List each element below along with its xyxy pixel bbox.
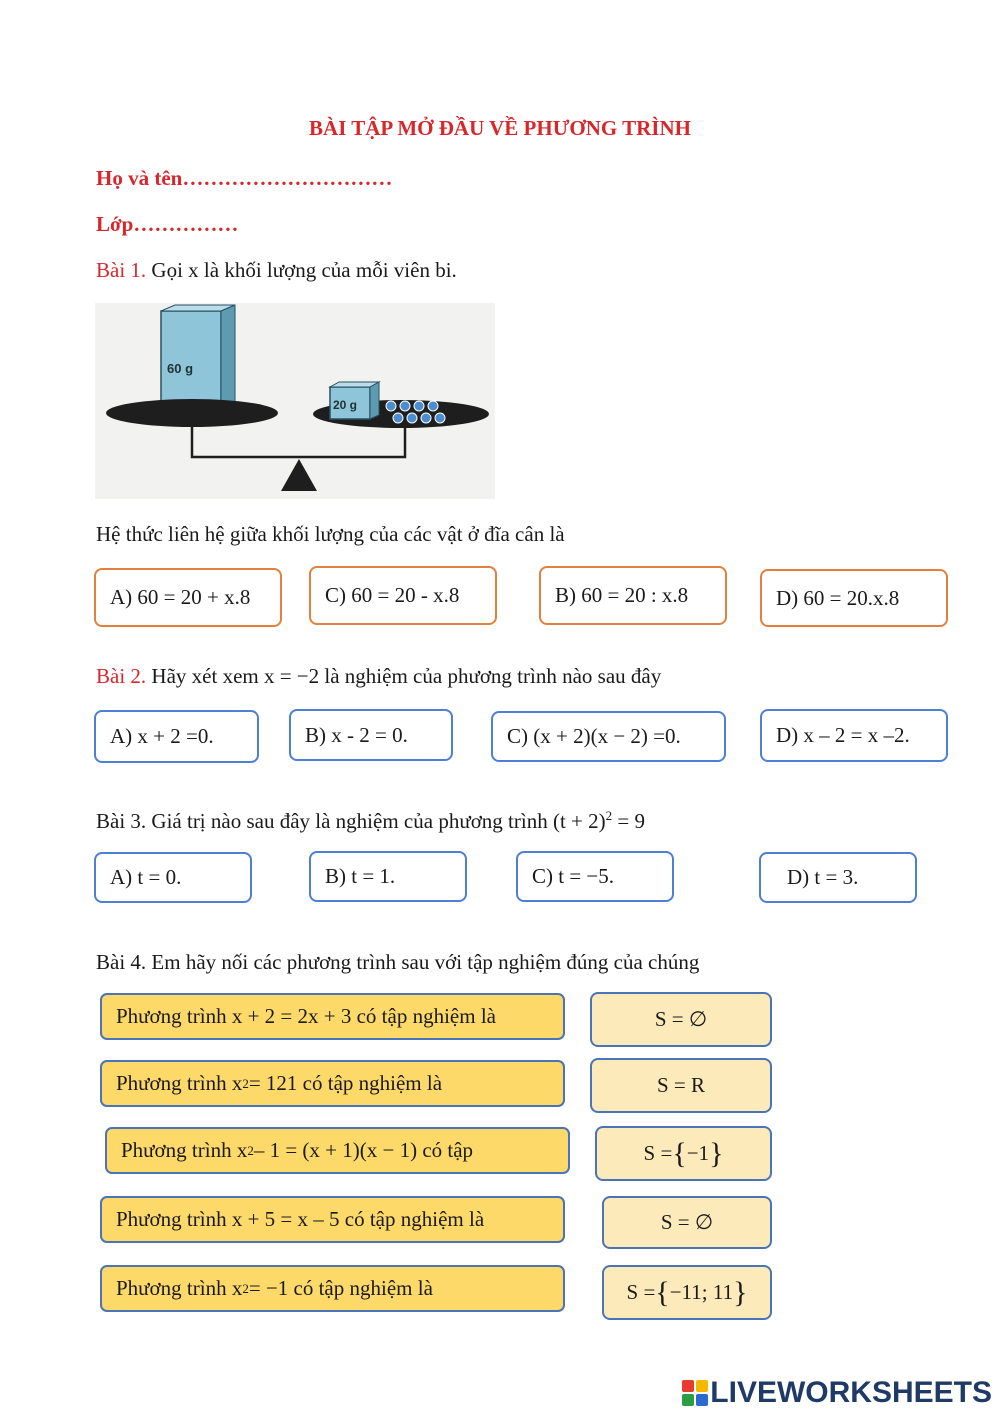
q2-text: Hãy xét xem x = −2 là nghiệm của phương trình nào sau đây <box>151 664 662 688</box>
q1-option-a[interactable]: A) 60 = 20 + x.8 <box>94 568 282 627</box>
q3-option-c[interactable]: C) t = −5. <box>516 851 674 902</box>
q4-equation-3-text: Phương trình x <box>121 1138 248 1162</box>
q4-solution-5-prefix: S = <box>626 1280 656 1304</box>
q3-heading <box>96 808 645 834</box>
q4-solution-5[interactable]: S = { −11; 11 } <box>602 1265 772 1320</box>
q2-option-b[interactable]: B) x - 2 = 0. <box>289 709 453 761</box>
q4-equation-4-text: Phương trình x + 5 = x – 5 có tập nghiệm là <box>116 1207 485 1231</box>
q1-heading <box>96 258 457 283</box>
q2-label: Bài 2. <box>96 664 147 688</box>
q4-equation-2-text: Phương trình x <box>116 1071 243 1095</box>
marble <box>393 413 403 423</box>
q2-heading <box>96 664 661 689</box>
q4-equation-2[interactable] <box>100 1060 565 1107</box>
balance-scale-image <box>95 303 495 499</box>
q4-equation-3-exponent: 2 <box>247 1142 254 1158</box>
name-line: Họ và tên………………………… <box>96 166 393 190</box>
q4-solution-3-prefix: S = <box>643 1141 673 1165</box>
q4-heading: Bài 4. Em hãy nối các phương trình sau với tập nghiệm đúng của chúng <box>96 950 700 974</box>
q1-option-b[interactable]: B) 60 = 20 : x.8 <box>539 566 727 625</box>
block-60g-label: 60 g <box>167 361 194 376</box>
q1-option-d[interactable]: D) 60 = 20.x.8 <box>760 569 948 627</box>
q4-equation-5-text: Phương trình x <box>116 1276 243 1300</box>
q4-solution-5-set: −11; 11 <box>669 1280 734 1304</box>
q1-prompt: Hệ thức liên hệ giữa khối lượng của các vật ở đĩa cân là <box>96 522 565 546</box>
q3-text: Bài 3. Giá trị nào sau đây là nghiệm của phương trình (t + 2) <box>96 809 606 833</box>
q4-equation-2-exponent: 2 <box>242 1075 249 1091</box>
q1-option-c[interactable]: C) 60 = 20 - x.8 <box>309 566 497 625</box>
liveworksheets-logo[interactable] <box>682 1376 992 1410</box>
q4-equation-3[interactable] <box>105 1127 570 1174</box>
q4-solution-4[interactable]: S = ∅ <box>602 1196 772 1249</box>
liveworksheets-logo-icon <box>682 1380 708 1406</box>
marble <box>386 401 396 411</box>
q4-equation-1-text: Phương trình x + 2 = 2x + 3 có tập nghiệm là <box>116 1004 496 1028</box>
q4-equation-5-text-end: = −1 có tập nghiệm là <box>248 1276 433 1300</box>
q3-option-a[interactable]: A) t = 0. <box>94 852 252 903</box>
q2-option-c[interactable]: C) (x + 2)(x − 2) =0. <box>491 711 726 762</box>
q3-option-b[interactable]: B) t = 1. <box>309 851 467 902</box>
marble <box>421 413 431 423</box>
q4-solution-1[interactable]: S = ∅ <box>590 992 772 1047</box>
marble <box>400 401 410 411</box>
q4-solution-2[interactable]: S = R <box>590 1058 772 1113</box>
q3-exponent: 2 <box>605 808 613 823</box>
marble <box>435 413 445 423</box>
marble <box>414 401 424 411</box>
q1-label: Bài 1. <box>96 258 147 282</box>
q4-equation-2-text-end: = 121 có tập nghiệm là <box>248 1071 443 1095</box>
left-pan <box>106 399 278 427</box>
q4-equation-3-text-end: – 1 = (x + 1)(x − 1) có tập <box>253 1138 474 1162</box>
q1-text: Gọi x là khối lượng của mỗi viên bi. <box>151 258 457 282</box>
q2-option-a[interactable]: A) x + 2 =0. <box>94 710 259 763</box>
marble <box>428 401 438 411</box>
marble <box>407 413 417 423</box>
page-title: BÀI TẬP MỞ ĐẦU VỀ PHƯƠNG TRÌNH <box>309 116 691 140</box>
q4-equation-5-exponent: 2 <box>242 1280 249 1296</box>
liveworksheets-brand: LIVEWORKSHEETS <box>710 1376 992 1409</box>
q2-option-d[interactable]: D) x – 2 = x –2. <box>760 709 948 762</box>
q3-text-end: = 9 <box>612 809 645 833</box>
q4-solution-3-set: −1 <box>686 1141 710 1165</box>
q4-equation-4[interactable] <box>100 1196 565 1243</box>
q4-equation-5[interactable] <box>100 1265 565 1312</box>
q3-option-d[interactable]: D) t = 3. <box>759 852 917 903</box>
class-line: Lớp…………… <box>96 212 239 236</box>
q4-solution-3[interactable]: S = { −1 } <box>595 1126 772 1181</box>
block-20g-label: 20 g <box>333 398 358 412</box>
q4-equation-1[interactable] <box>100 993 565 1040</box>
